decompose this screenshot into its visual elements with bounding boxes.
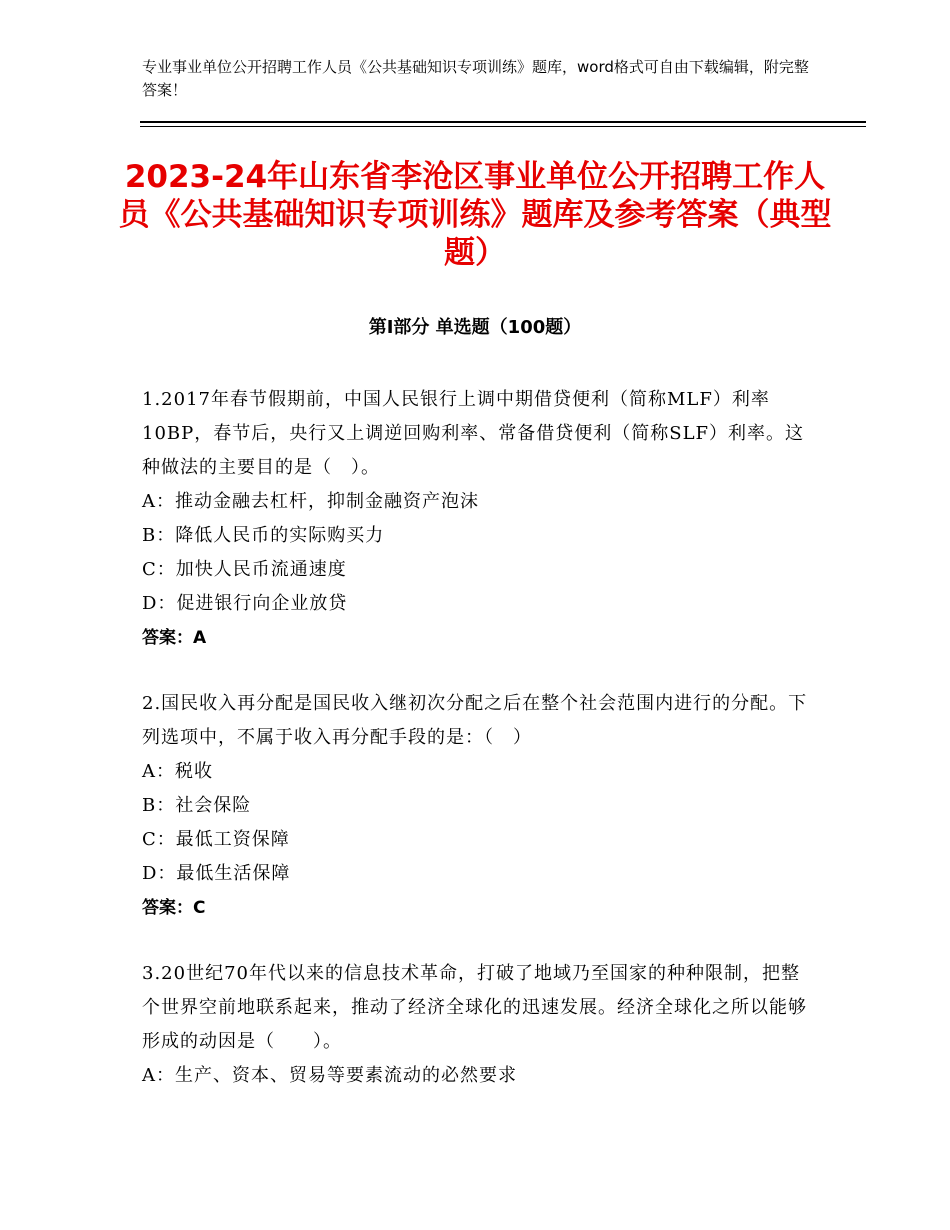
answer-label: 答案：C [142, 898, 206, 918]
option-c: C：加快人民币流通速度 [142, 559, 347, 580]
question-3 [142, 957, 812, 1093]
option-d: D：最低生活保障 [142, 863, 291, 884]
option-a: A：推动金融去杠杆，抑制金融资产泡沫 [142, 491, 479, 512]
question-2 [142, 687, 812, 925]
header-divider-thin [140, 126, 866, 127]
question-stem: 3.20世纪70年代以来的信息技术革命，打破了地域乃至国家的种种限制，把整个世界空前地联系起来，推动了经济全球化的迅速发展。经济全球化之所以能够形成的动因是（ ）。 [142, 963, 807, 1052]
answer-label: 答案：A [142, 628, 207, 648]
document-title: 2023-24年山东省李沧区事业单位公开招聘工作人员《公共基础知识专项训练》题库及参考答案（典型题） [118, 159, 832, 271]
section-title: 第Ⅰ部分 单选题（100题） [368, 317, 582, 338]
header-divider-thick [140, 121, 866, 123]
question-stem: 2.国民收入再分配是国民收入继初次分配之后在整个社会范围内进行的分配。下列选项中，不属于收入再分配手段的是：（ ） [142, 693, 808, 748]
option-b: B：社会保险 [142, 795, 252, 816]
question-1 [142, 383, 812, 655]
option-d: D：促进银行向企业放贷 [142, 593, 348, 614]
question-stem: 1.2017年春节假期前，中国人民银行上调中期借贷便利（简称MLF）利率10BP，春节后，央行又上调逆回购利率、常备借贷便利（简称SLF）利率。这种做法的主要目的是（ ）。 [142, 389, 805, 478]
option-a: A：税收 [142, 761, 213, 782]
option-c: C：最低工资保障 [142, 829, 290, 850]
question-list [142, 383, 812, 1125]
option-b: B：降低人民币的实际购买力 [142, 525, 385, 546]
header-note: 专业事业单位公开招聘工作人员《公共基础知识专项训练》题库，word格式可自由下载编辑，附完整答案！ [142, 58, 809, 99]
option-a: A：生产、资本、贸易等要素流动的必然要求 [142, 1065, 517, 1086]
